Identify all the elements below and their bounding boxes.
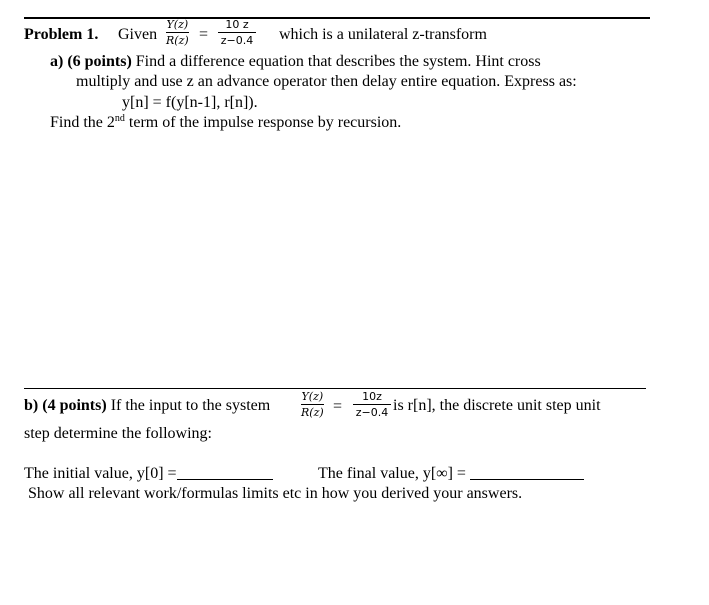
fraction-bar bbox=[301, 404, 324, 405]
top-rule bbox=[24, 17, 650, 19]
ordinal-suffix: nd bbox=[114, 113, 125, 124]
part-b-points: (4 points) bbox=[42, 397, 107, 414]
equals-sign: = bbox=[333, 398, 343, 415]
part-b-line2: step determine the following: bbox=[24, 425, 212, 442]
fraction-bar bbox=[353, 404, 391, 405]
part-a-points: (6 points) bbox=[67, 53, 132, 70]
initial-value-expression: y[0] = bbox=[136, 465, 177, 482]
final-value-blank[interactable] bbox=[470, 479, 584, 480]
fraction-bar bbox=[218, 32, 256, 33]
final-value-label: The final value, bbox=[318, 465, 419, 482]
equals-sign: = bbox=[199, 26, 209, 43]
fraction-bar bbox=[166, 32, 189, 33]
part-a-line2: multiply and use z an advance operator then delay entire equation. Express as: bbox=[76, 73, 577, 90]
initial-value-row bbox=[24, 466, 273, 482]
final-value-row bbox=[318, 466, 584, 482]
final-value-expression: y[∞] = bbox=[422, 465, 466, 482]
part-a-label: a) bbox=[50, 53, 64, 70]
fraction-denominator: R(z) bbox=[301, 406, 324, 419]
transfer-fraction-left bbox=[166, 19, 189, 46]
initial-value-label: The initial value, bbox=[24, 465, 133, 482]
fraction-numerator: Y(z) bbox=[301, 390, 324, 403]
fraction-numerator: 10 z bbox=[225, 18, 249, 31]
part-b-intro: If the input to the system bbox=[110, 397, 271, 414]
system-fraction-left bbox=[301, 391, 324, 418]
part-b-after: is r[n], the discrete unit step unit bbox=[393, 397, 601, 414]
problem-label: Problem 1. bbox=[24, 26, 99, 43]
part-b-line1 bbox=[24, 398, 270, 414]
show-work-note: Show all relevant work/formulas limits etc in how you derived your answers. bbox=[28, 485, 523, 502]
part-a-line4-pre: Find the 2 bbox=[50, 114, 115, 131]
initial-value-blank[interactable] bbox=[177, 479, 273, 480]
part-a-text1: Find a difference equation that describes the system. Hint cross bbox=[135, 53, 541, 70]
unilateral-text: which is a unilateral z-transform bbox=[279, 26, 487, 43]
system-fraction-right bbox=[353, 391, 391, 418]
part-a-line4-post: term of the impulse response by recursion. bbox=[124, 114, 402, 131]
part-a-line1 bbox=[50, 54, 541, 70]
fraction-denominator: z−0.4 bbox=[355, 406, 389, 419]
fraction-denominator: R(z) bbox=[166, 34, 189, 47]
fraction-numerator: 10z bbox=[362, 390, 382, 403]
fraction-numerator: Y(z) bbox=[166, 18, 189, 31]
transfer-fraction-right bbox=[218, 19, 256, 46]
given-word: Given bbox=[118, 26, 158, 43]
part-a-expression: y[n] = f(y[n-1], r[n]). bbox=[122, 94, 258, 111]
part-a-line4 bbox=[50, 115, 401, 131]
part-b-label: b) bbox=[24, 397, 39, 414]
section-divider bbox=[24, 388, 646, 389]
fraction-denominator: z−0.4 bbox=[220, 34, 254, 47]
